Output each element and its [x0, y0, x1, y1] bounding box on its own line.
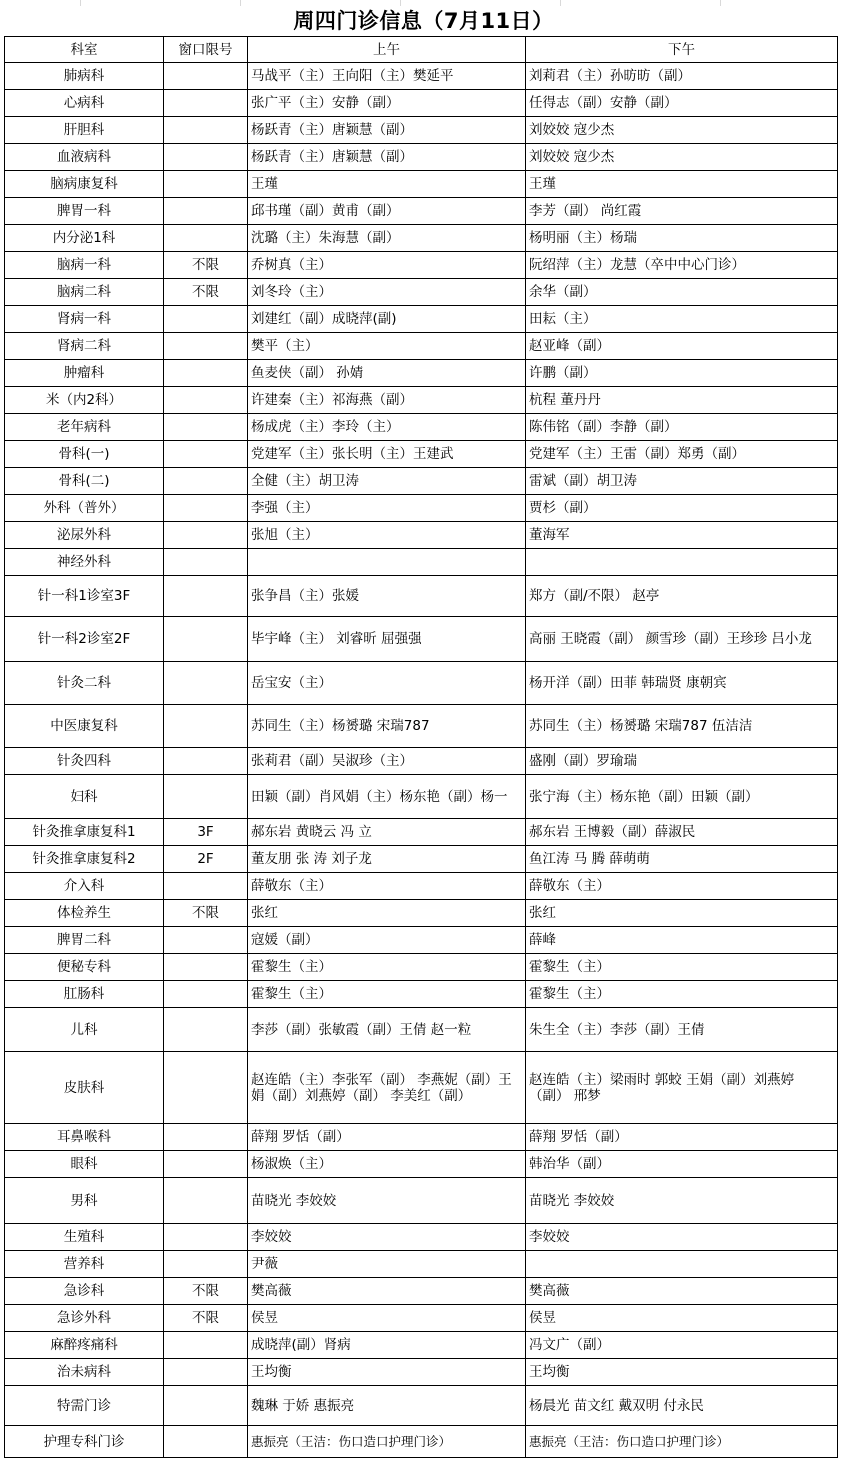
am-cell: 邱书瑾（副）黄甫（副）: [248, 198, 526, 225]
table-row: [5, 662, 838, 705]
dept-cell: 特需门诊: [5, 1386, 164, 1426]
am-cell: 张红: [248, 900, 526, 927]
dept-cell: 脾胃二科: [5, 927, 164, 954]
am-cell: 尹薇: [248, 1251, 526, 1278]
dept-cell: 针灸二科: [5, 662, 164, 705]
pm-cell: 贾杉（副）: [526, 495, 838, 522]
pm-cell: 任得志（副）安静（副）: [526, 90, 838, 117]
pm-cell: 余华（副）: [526, 279, 838, 306]
pm-cell: 郝东岩 王博毅（副）薛淑民: [526, 819, 838, 846]
pm-cell: 惠振亮（王洁：伤口造口护理门诊）: [526, 1426, 838, 1458]
table-row: [5, 617, 838, 662]
pm-cell: [526, 549, 838, 576]
window-cell: [164, 662, 248, 705]
pm-cell: 赵亚峰（副）: [526, 333, 838, 360]
dept-cell: 内分泌1科: [5, 225, 164, 252]
pm-cell: 朱生全（主）李莎（副）王倩: [526, 1008, 838, 1052]
am-cell: 苏同生（主）杨赟璐 宋瑞787: [248, 705, 526, 748]
am-cell: 全健（主）胡卫涛: [248, 468, 526, 495]
dept-cell: 针灸推拿康复科2: [5, 846, 164, 873]
dept-cell: 急诊科: [5, 1278, 164, 1305]
window-cell: 不限: [164, 1278, 248, 1305]
am-cell: 杨跃青（主）唐颖慧（副）: [248, 144, 526, 171]
table-row: [5, 748, 838, 775]
pm-cell: 张红: [526, 900, 838, 927]
table-row: [5, 387, 838, 414]
table-row: [5, 900, 838, 927]
window-cell: [164, 775, 248, 819]
table-row: [5, 90, 838, 117]
dept-cell: 肺病科: [5, 63, 164, 90]
table-row: [5, 1426, 838, 1458]
window-cell: [164, 981, 248, 1008]
am-cell: 党建军（主）张长明（主）王建武: [248, 441, 526, 468]
pm-cell: 韩治华（副）: [526, 1151, 838, 1178]
window-cell: 不限: [164, 252, 248, 279]
window-cell: [164, 225, 248, 252]
dept-cell: 妇科: [5, 775, 164, 819]
am-cell: 杨跃青（主）唐颖慧（副）: [248, 117, 526, 144]
window-cell: 2F: [164, 846, 248, 873]
table-row: [5, 1008, 838, 1052]
window-cell: [164, 441, 248, 468]
am-cell: 鱼麦侠（副） 孙婧: [248, 360, 526, 387]
table-row: [5, 819, 838, 846]
table-row: [5, 441, 838, 468]
table-row: [5, 873, 838, 900]
table-row: [5, 1224, 838, 1251]
window-cell: [164, 1052, 248, 1124]
am-cell: 张争昌（主）张媛: [248, 576, 526, 617]
dept-cell: 急诊外科: [5, 1305, 164, 1332]
pm-cell: 樊高薇: [526, 1278, 838, 1305]
pm-cell: 霍黎生（主）: [526, 954, 838, 981]
dept-cell: 耳鼻喉科: [5, 1124, 164, 1151]
pm-cell: 张宁海（主）杨东艳（副）田颖（副）: [526, 775, 838, 819]
table-row: [5, 117, 838, 144]
dept-cell: 针一科2诊室2F: [5, 617, 164, 662]
window-cell: [164, 1124, 248, 1151]
window-cell: [164, 387, 248, 414]
dept-cell: 治未病科: [5, 1359, 164, 1386]
am-cell: 董友朋 张 涛 刘子龙: [248, 846, 526, 873]
window-cell: [164, 576, 248, 617]
dept-cell: 骨科(二): [5, 468, 164, 495]
table-row: [5, 1278, 838, 1305]
pm-cell: 杭程 董丹丹: [526, 387, 838, 414]
pm-cell: 苗晓光 李姣姣: [526, 1178, 838, 1224]
window-cell: [164, 1151, 248, 1178]
dept-cell: 眼科: [5, 1151, 164, 1178]
dept-cell: 血液病科: [5, 144, 164, 171]
am-cell: 郝东岩 黄晓云 冯 立: [248, 819, 526, 846]
window-cell: 不限: [164, 1305, 248, 1332]
pm-cell: 陈伟铭（副）李静（副）: [526, 414, 838, 441]
am-cell: 岳宝安（主）: [248, 662, 526, 705]
pm-cell: 苏同生（主）杨赟璐 宋瑞787 伍洁洁: [526, 705, 838, 748]
window-cell: [164, 333, 248, 360]
header-pm: 下午: [526, 37, 838, 63]
am-cell: 侯昱: [248, 1305, 526, 1332]
window-cell: [164, 144, 248, 171]
table-row: [5, 144, 838, 171]
am-cell: 王均衡: [248, 1359, 526, 1386]
pm-cell: 侯昱: [526, 1305, 838, 1332]
pm-cell: 王均衡: [526, 1359, 838, 1386]
window-cell: [164, 63, 248, 90]
pm-cell: 李芳（副） 尚红霞: [526, 198, 838, 225]
am-cell: 薛翔 罗恬（副）: [248, 1124, 526, 1151]
dept-cell: 介入科: [5, 873, 164, 900]
window-cell: [164, 414, 248, 441]
window-cell: [164, 1426, 248, 1458]
am-cell: 赵连皓（主）李张军（副） 李燕妮（副）王娟（副）刘燕婷（副） 李美红（副）: [248, 1052, 526, 1124]
table-row: [5, 306, 838, 333]
dept-cell: 皮肤科: [5, 1052, 164, 1124]
table-row: [5, 1305, 838, 1332]
window-cell: [164, 360, 248, 387]
table-row: [5, 954, 838, 981]
dept-cell: 体检养生: [5, 900, 164, 927]
table-row: [5, 1359, 838, 1386]
am-cell: 成晓萍(副）肾病: [248, 1332, 526, 1359]
pm-cell: 鱼江涛 马 腾 薛萌萌: [526, 846, 838, 873]
am-cell: 张莉君（副）吴淑珍（主）: [248, 748, 526, 775]
dept-cell: 肿瘤科: [5, 360, 164, 387]
am-cell: 沈璐（主）朱海慧（副）: [248, 225, 526, 252]
pm-cell: 薛翔 罗恬（副）: [526, 1124, 838, 1151]
am-cell: 霍黎生（主）: [248, 954, 526, 981]
pm-cell: 赵连皓（主）梁雨时 郭蛟 王娟（副）刘燕婷（副） 邢梦: [526, 1052, 838, 1124]
window-cell: [164, 1251, 248, 1278]
table-row: [5, 63, 838, 90]
am-cell: 刘冬玲（主）: [248, 279, 526, 306]
pm-cell: 董海军: [526, 522, 838, 549]
am-cell: 杨淑焕（主）: [248, 1151, 526, 1178]
table-row: [5, 360, 838, 387]
pm-cell: 刘姣姣 寇少杰: [526, 117, 838, 144]
am-cell: 樊高薇: [248, 1278, 526, 1305]
header-dept: 科室: [5, 37, 164, 63]
window-cell: [164, 617, 248, 662]
dept-cell: 儿科: [5, 1008, 164, 1052]
table-row: [5, 981, 838, 1008]
dept-cell: 针灸推拿康复科1: [5, 819, 164, 846]
dept-cell: 针灸四科: [5, 748, 164, 775]
am-cell: 李莎（副）张敏霞（副）王倩 赵一粒: [248, 1008, 526, 1052]
window-cell: [164, 1008, 248, 1052]
dept-cell: 麻醉疼痛科: [5, 1332, 164, 1359]
window-cell: [164, 954, 248, 981]
dept-cell: 脑病二科: [5, 279, 164, 306]
table-row: [5, 1052, 838, 1124]
header-window: 窗口限号: [164, 37, 248, 63]
am-cell: 田颖（副）肖风娟（主）杨东艳（副）杨一: [248, 775, 526, 819]
dept-cell: 心病科: [5, 90, 164, 117]
window-cell: [164, 171, 248, 198]
dept-cell: 脾胃一科: [5, 198, 164, 225]
pm-cell: 高丽 王晓霞（副） 颜雪珍（副）王珍珍 吕小龙: [526, 617, 838, 662]
dept-cell: 肾病一科: [5, 306, 164, 333]
table-row: [5, 225, 838, 252]
dept-cell: 便秘专科: [5, 954, 164, 981]
window-cell: [164, 549, 248, 576]
am-cell: [248, 549, 526, 576]
table-row: [5, 414, 838, 441]
table-row: [5, 171, 838, 198]
table-row: [5, 468, 838, 495]
pm-cell: 杨开洋（副）田菲 韩瑞贤 康朝宾: [526, 662, 838, 705]
pm-cell: 冯文广（副）: [526, 1332, 838, 1359]
dept-cell: 男科: [5, 1178, 164, 1224]
table-row: [5, 549, 838, 576]
pm-cell: 许鹏（副）: [526, 360, 838, 387]
dept-cell: 针一科1诊室3F: [5, 576, 164, 617]
pm-cell: 薛敬东（主）: [526, 873, 838, 900]
table-row: [5, 705, 838, 748]
am-cell: 苗晓光 李姣姣: [248, 1178, 526, 1224]
window-cell: [164, 1224, 248, 1251]
dept-cell: 脑病康复科: [5, 171, 164, 198]
dept-cell: 生殖科: [5, 1224, 164, 1251]
table-row: [5, 1151, 838, 1178]
am-cell: 霍黎生（主）: [248, 981, 526, 1008]
table-row: [5, 1332, 838, 1359]
table-row: [5, 495, 838, 522]
pm-cell: 党建军（主）王雷（副）郑勇（副）: [526, 441, 838, 468]
window-cell: [164, 1359, 248, 1386]
table-row: [5, 198, 838, 225]
pm-cell: 薛峰: [526, 927, 838, 954]
am-cell: 薛敬东（主）: [248, 873, 526, 900]
am-cell: 乔树真（主）: [248, 252, 526, 279]
am-cell: 许建秦（主）祁海燕（副）: [248, 387, 526, 414]
table-row: [5, 1251, 838, 1278]
dept-cell: 泌尿外科: [5, 522, 164, 549]
am-cell: 王瑾: [248, 171, 526, 198]
window-cell: [164, 117, 248, 144]
header-am: 上午: [248, 37, 526, 63]
am-cell: 刘建红（副）成晓萍(副): [248, 306, 526, 333]
window-cell: 3F: [164, 819, 248, 846]
window-cell: [164, 705, 248, 748]
dept-cell: 营养科: [5, 1251, 164, 1278]
pm-cell: 刘姣姣 寇少杰: [526, 144, 838, 171]
dept-cell: 脑病一科: [5, 252, 164, 279]
pm-cell: 李姣姣: [526, 1224, 838, 1251]
window-cell: [164, 748, 248, 775]
am-cell: 张广平（主）安静（副）: [248, 90, 526, 117]
dept-cell: 中医康复科: [5, 705, 164, 748]
table-row: [5, 927, 838, 954]
pm-cell: 杨晨光 苗文红 戴双明 付永民: [526, 1386, 838, 1426]
schedule-body: [5, 63, 838, 1458]
pm-cell: 阮绍萍（主）龙慧（卒中中心门诊）: [526, 252, 838, 279]
table-row: [5, 333, 838, 360]
window-cell: [164, 927, 248, 954]
pm-cell: 雷斌（副）胡卫涛: [526, 468, 838, 495]
am-cell: 魏琳 于娇 惠振亮: [248, 1386, 526, 1426]
dept-cell: 护理专科门诊: [5, 1426, 164, 1458]
am-cell: 樊平（主）: [248, 333, 526, 360]
dept-cell: 外科（普外）: [5, 495, 164, 522]
pm-cell: 霍黎生（主）: [526, 981, 838, 1008]
window-cell: [164, 1178, 248, 1224]
page-title: 周四门诊信息（7月11日）: [293, 9, 554, 33]
pm-cell: 王瑾: [526, 171, 838, 198]
table-row: [5, 252, 838, 279]
table-row: [5, 522, 838, 549]
window-cell: [164, 198, 248, 225]
am-cell: 李强（主）: [248, 495, 526, 522]
dept-cell: 神经外科: [5, 549, 164, 576]
am-cell: 惠振亮（王洁：伤口造口护理门诊）: [248, 1426, 526, 1458]
dept-cell: 米（内2科）: [5, 387, 164, 414]
dept-cell: 肝胆科: [5, 117, 164, 144]
window-cell: [164, 1386, 248, 1426]
pm-cell: [526, 1251, 838, 1278]
window-cell: [164, 468, 248, 495]
pm-cell: 盛刚（副）罗瑜瑞: [526, 748, 838, 775]
pm-cell: 刘莉君（主）孙昉昉（副）: [526, 63, 838, 90]
am-cell: 杨成虎（主）李玲（主）: [248, 414, 526, 441]
am-cell: 寇媛（副）: [248, 927, 526, 954]
table-row: [5, 1124, 838, 1151]
am-cell: 马战平（主）王向阳（主）樊延平: [248, 63, 526, 90]
window-cell: [164, 1332, 248, 1359]
window-cell: [164, 306, 248, 333]
table-row: [5, 1386, 838, 1426]
table-row: [5, 576, 838, 617]
dept-cell: 骨科(一): [5, 441, 164, 468]
table-row: [5, 775, 838, 819]
window-cell: [164, 495, 248, 522]
table-row: [5, 1178, 838, 1224]
window-cell: [164, 90, 248, 117]
am-cell: 张旭（主）: [248, 522, 526, 549]
schedule-table: [4, 36, 838, 1458]
dept-cell: 肛肠科: [5, 981, 164, 1008]
table-row: [5, 846, 838, 873]
window-cell: [164, 873, 248, 900]
window-cell: 不限: [164, 279, 248, 306]
pm-cell: 郑方（副/不限） 赵亭: [526, 576, 838, 617]
table-row: [5, 279, 838, 306]
window-cell: 不限: [164, 900, 248, 927]
am-cell: 李姣姣: [248, 1224, 526, 1251]
pm-cell: 杨明丽（主）杨瑞: [526, 225, 838, 252]
pm-cell: 田耘（主）: [526, 306, 838, 333]
dept-cell: 老年病科: [5, 414, 164, 441]
header-row: [5, 37, 838, 63]
window-cell: [164, 522, 248, 549]
am-cell: 毕宇峰（主） 刘睿昕 屈强强: [248, 617, 526, 662]
dept-cell: 肾病二科: [5, 333, 164, 360]
